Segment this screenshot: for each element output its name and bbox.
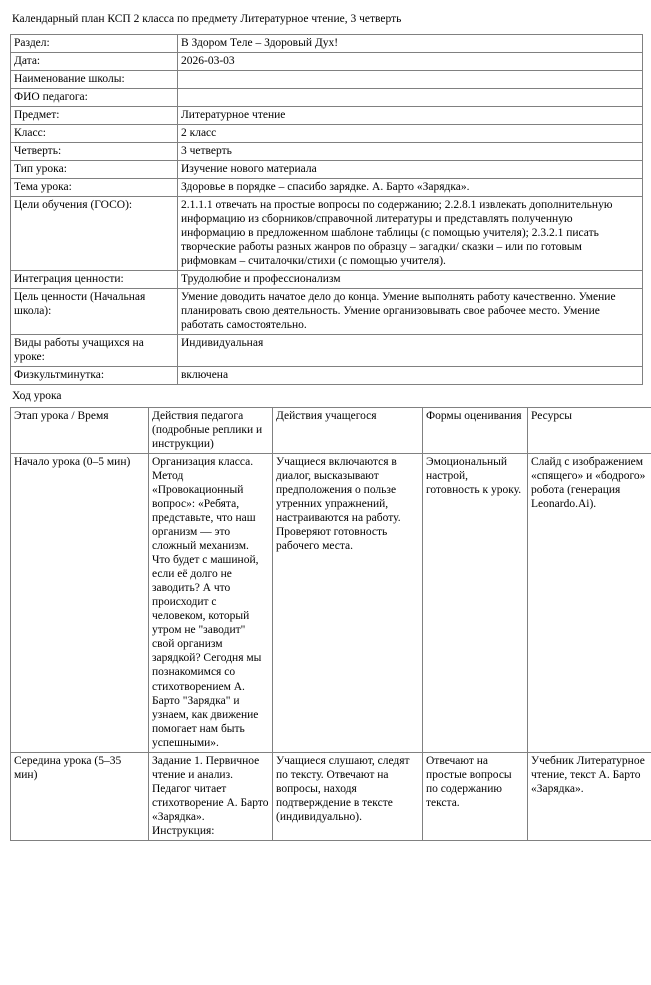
info-label: Цель ценности (Начальная школа): [11, 289, 178, 335]
column-header-stage: Этап урока / Время [11, 408, 149, 454]
info-value [178, 70, 643, 88]
cell-assessment: Отвечают на простые вопросы по содержанию текста. [423, 752, 528, 840]
info-value: включена [178, 367, 643, 385]
info-label: Предмет: [11, 107, 178, 125]
column-header-assessment: Формы оценивания [423, 408, 528, 454]
info-value: Литературное чтение [178, 107, 643, 125]
cell-teacher-actions: Организация класса. Метод «Провокационный вопрос»: «Ребята, представьте, что наш организм — это сложный механизм. Что будет с машиной, если её долго не заводить? А что происходит с человеком, который утром не "заводит" свой организм зарядкой? Сегодня мы познакомимся со стихотворением А. Барто "Зарядка" и узнаем, как движение помогает нам быть успешными». [149, 454, 273, 752]
info-value: Трудолюбие и профессионализм [178, 271, 643, 289]
table-row [11, 107, 643, 125]
info-label: Физкультминутка: [11, 367, 178, 385]
cell-student-actions: Учащиеся слушают, следят по тексту. Отвечают на вопросы, находя подтверждение в тексте (индивидуально). [273, 752, 423, 840]
column-header-teacher-actions: Действия педагога (подробные реплики и инструкции) [149, 408, 273, 454]
table-row [11, 271, 643, 289]
column-header-student-actions: Действия учащегося [273, 408, 423, 454]
lesson-flow-table [10, 407, 651, 840]
column-header-resources: Ресурсы [528, 408, 651, 454]
info-label: Виды работы учащихся на уроке: [11, 335, 178, 367]
info-label: Четверть: [11, 143, 178, 161]
cell-stage: Начало урока (0–5 мин) [11, 454, 149, 752]
info-label: ФИО педагога: [11, 88, 178, 106]
table-row [11, 454, 651, 752]
cell-stage: Середина урока (5–35 мин) [11, 752, 149, 840]
info-value: Умение доводить начатое дело до конца. Умение выполнять работу качественно. Умение планировать свою деятельность. Умение организовывать свое рабочее место. Умение работать самостоятельно. [178, 289, 643, 335]
table-row [11, 88, 643, 106]
info-value: 2 класс [178, 125, 643, 143]
info-value: В Здором Теле – Здоровый Дух! [178, 34, 643, 52]
info-label: Интеграция ценности: [11, 271, 178, 289]
table-row [11, 161, 643, 179]
table-row [11, 125, 643, 143]
cell-resources: Учебник Литературное чтение, текст А. Барто «Зарядка». [528, 752, 651, 840]
table-row [11, 367, 643, 385]
cell-student-actions: Учащиеся включаются в диалог, высказывают предположения о пользе утренних упражнений, настраиваются на работу. Проверяют готовность рабочего места. [273, 454, 423, 752]
section-label-lesson-flow: Ход урока [12, 390, 62, 403]
table-row [11, 70, 643, 88]
info-value [178, 88, 643, 106]
page-title: Календарный план КСП 2 класса по предмету Литературное чтение, 3 четверть [12, 13, 402, 25]
table-row [11, 335, 643, 367]
table-header-row [11, 408, 651, 454]
info-label: Тема урока: [11, 179, 178, 197]
table-row [11, 34, 643, 52]
cell-teacher-actions: Задание 1. Первичное чтение и анализ. Педагог читает стихотворение А. Барто «Зарядка». Инструкция: [149, 752, 273, 840]
table-row [11, 752, 651, 840]
info-value: Индивидуальная [178, 335, 643, 367]
info-value: Здоровье в порядке – спасибо зарядке. А. Барто «Зарядка». [178, 179, 643, 197]
info-value: Изучение нового материала [178, 161, 643, 179]
info-label: Наименование школы: [11, 70, 178, 88]
table-row [11, 289, 643, 335]
table-row [11, 143, 643, 161]
info-label: Класс: [11, 125, 178, 143]
table-row [11, 179, 643, 197]
info-value: 3 четверть [178, 143, 643, 161]
table-row [11, 197, 643, 271]
info-value: 2.1.1.1 отвечать на простые вопросы по содержанию; 2.2.8.1 извлекать дополнительную информацию из сборников/справочной литературы и представлять полученную информацию в предложенном шаблоне таблицы (с помощью учителя); 2.3.2.1 писать творческие работы разных жанров по образцу – загадки/ сказки – или по готовым рифмовкам – считалочки/стихи (с помощью учителя). [178, 197, 643, 271]
info-label: Раздел: [11, 34, 178, 52]
table-row [11, 52, 643, 70]
cell-resources: Слайд с изображением «спящего» и «бодрого» робота (генерация Leonardo.Ai). [528, 454, 651, 752]
cell-assessment: Эмоциональный настрой, готовность к уроку. [423, 454, 528, 752]
info-label: Дата: [11, 52, 178, 70]
lesson-info-table [10, 34, 643, 385]
info-label: Цели обучения (ГОСО): [11, 197, 178, 271]
info-value: 2026-03-03 [178, 52, 643, 70]
info-label: Тип урока: [11, 161, 178, 179]
